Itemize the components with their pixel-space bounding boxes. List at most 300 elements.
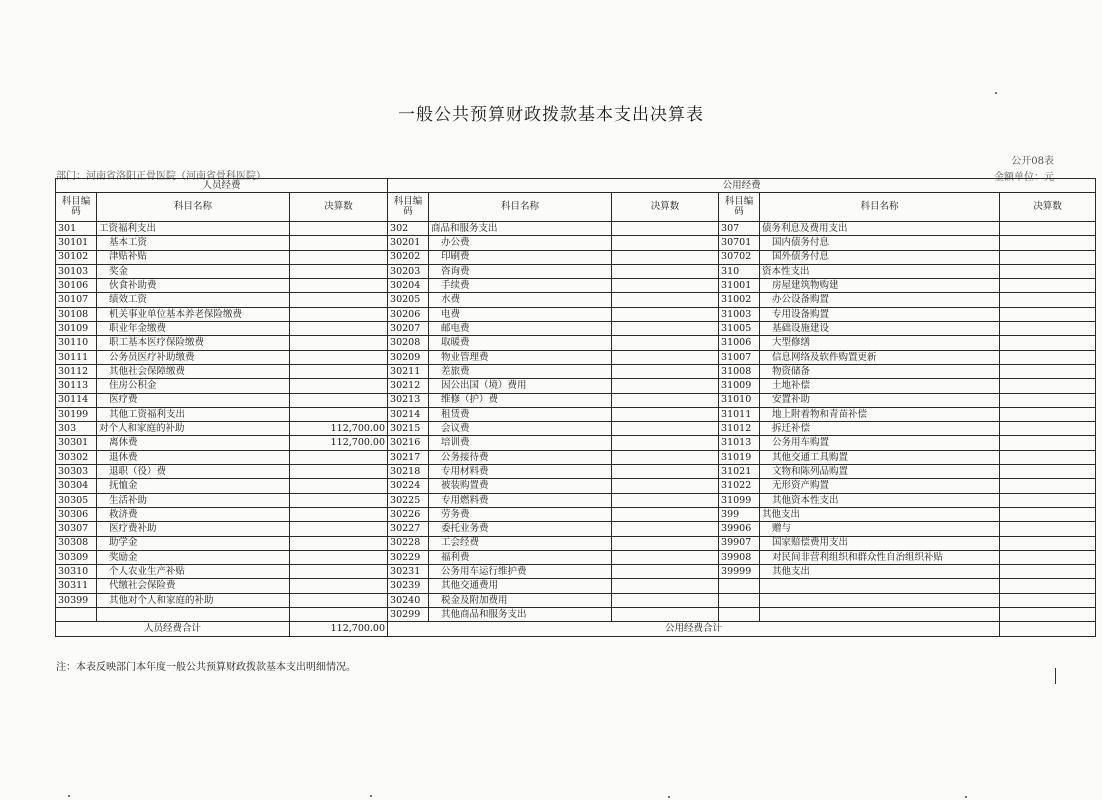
capital-name-cell: 基础设施建设 <box>760 322 1000 336</box>
personnel-name-cell: 工资福利支出 <box>97 222 290 236</box>
personnel-code-cell: 30110 <box>56 336 97 350</box>
capital-name-cell: 房屋建筑物购建 <box>760 279 1000 293</box>
personnel-code-cell: 30302 <box>56 450 97 464</box>
goods-amount-cell <box>612 236 719 250</box>
goods-code-cell: 30201 <box>388 236 429 250</box>
personnel-code-cell: 30306 <box>56 507 97 521</box>
capital-name-cell: 对民间非营利组织和群众性自治组织补贴 <box>760 550 1000 564</box>
capital-code-cell: 39906 <box>719 522 760 536</box>
table-row <box>56 407 1096 421</box>
personnel-name-cell: 奖励金 <box>97 550 290 564</box>
capital-amount-cell <box>1000 536 1096 550</box>
personnel-amount-cell <box>290 322 388 336</box>
capital-name-cell: 公务用车购置 <box>760 436 1000 450</box>
capital-code-cell <box>719 593 760 607</box>
personnel-code-cell: 30304 <box>56 479 97 493</box>
goods-code-cell: 30204 <box>388 279 429 293</box>
capital-amount-cell <box>1000 307 1096 321</box>
capital-code-cell <box>719 579 760 593</box>
goods-name-cell: 被装购置费 <box>429 479 612 493</box>
table-row <box>56 364 1096 378</box>
capital-code-cell: 307 <box>719 222 760 236</box>
capital-amount-cell <box>1000 422 1096 436</box>
capital-name-cell: 大型修缮 <box>760 336 1000 350</box>
personnel-amount-cell <box>290 293 388 307</box>
goods-name-cell: 印刷费 <box>429 250 612 264</box>
table-row <box>56 350 1096 364</box>
capital-code-cell: 31002 <box>719 293 760 307</box>
goods-name-cell: 培训费 <box>429 436 612 450</box>
goods-amount-cell <box>612 293 719 307</box>
personnel-name-cell: 职业年金缴费 <box>97 322 290 336</box>
personnel-code-cell: 301 <box>56 222 97 236</box>
personnel-code-cell: 30308 <box>56 536 97 550</box>
table-row <box>56 264 1096 278</box>
goods-amount-cell <box>612 364 719 378</box>
personnel-name-cell: 退休费 <box>97 450 290 464</box>
goods-name-cell: 办公费 <box>429 236 612 250</box>
personnel-amount-cell <box>290 479 388 493</box>
capital-code-cell: 31005 <box>719 322 760 336</box>
goods-amount-cell <box>612 522 719 536</box>
personnel-code-cell: 30199 <box>56 407 97 421</box>
capital-amount-cell <box>1000 550 1096 564</box>
personnel-amount-cell <box>290 493 388 507</box>
goods-name-cell: 工会经费 <box>429 536 612 550</box>
capital-amount-cell <box>1000 579 1096 593</box>
personnel-code-cell: 30399 <box>56 593 97 607</box>
capital-name-cell: 赠与 <box>760 522 1000 536</box>
goods-amount-cell <box>612 493 719 507</box>
table-row <box>56 279 1096 293</box>
personnel-code-cell: 30106 <box>56 279 97 293</box>
personnel-amount-cell <box>290 608 388 622</box>
capital-name-cell: 物资储备 <box>760 364 1000 378</box>
goods-amount-cell <box>612 550 719 564</box>
personnel-amount-cell <box>290 536 388 550</box>
goods-name-cell: 其他交通费用 <box>429 579 612 593</box>
capital-amount-cell <box>1000 293 1096 307</box>
table-row <box>56 336 1096 350</box>
personnel-total-label: 人员经费合计 <box>56 622 290 636</box>
capital-amount-cell <box>1000 279 1096 293</box>
capital-name-cell: 地上附着物和青苗补偿 <box>760 407 1000 421</box>
capital-name-cell: 资本性支出 <box>760 264 1000 278</box>
capital-amount-cell <box>1000 336 1096 350</box>
capital-amount-cell <box>1000 565 1096 579</box>
capital-name-cell: 拆迁补偿 <box>760 422 1000 436</box>
goods-code-cell: 30209 <box>388 350 429 364</box>
goods-name-cell: 委托业务费 <box>429 522 612 536</box>
personnel-name-cell: 代缴社会保险费 <box>97 579 290 593</box>
personnel-name-cell: 医疗费补助 <box>97 522 290 536</box>
table-row <box>56 307 1096 321</box>
department-label: 部门：河南省洛阳正骨医院（河南省骨科医院） <box>56 171 266 182</box>
capital-name-cell: 安置补助 <box>760 393 1000 407</box>
goods-amount-cell <box>612 222 719 236</box>
public-total-label: 公用经费合计 <box>388 622 1000 636</box>
capital-amount-cell <box>1000 379 1096 393</box>
capital-code-cell: 310 <box>719 264 760 278</box>
table-row <box>56 608 1096 622</box>
goods-name-cell: 水费 <box>429 293 612 307</box>
personnel-code-cell: 30301 <box>56 436 97 450</box>
goods-amount-cell <box>612 350 719 364</box>
capital-code-cell: 31009 <box>719 379 760 393</box>
capital-amount-cell <box>1000 236 1096 250</box>
table-row <box>56 507 1096 521</box>
capital-code-cell: 30702 <box>719 250 760 264</box>
capital-name-cell: 其他资本性支出 <box>760 493 1000 507</box>
capital-code-cell: 31001 <box>719 279 760 293</box>
goods-name-cell: 手续费 <box>429 279 612 293</box>
personnel-code-cell: 30309 <box>56 550 97 564</box>
goods-name-cell: 物业管理费 <box>429 350 612 364</box>
goods-code-cell: 30214 <box>388 407 429 421</box>
public-total-amount <box>1000 622 1096 636</box>
capital-name-cell: 其他支出 <box>760 565 1000 579</box>
personnel-code-cell: 30114 <box>56 393 97 407</box>
goods-code-cell: 30228 <box>388 536 429 550</box>
goods-amount-cell <box>612 593 719 607</box>
goods-code-cell: 30231 <box>388 565 429 579</box>
personnel-name-cell: 救济费 <box>97 507 290 521</box>
personnel-amount-cell <box>290 565 388 579</box>
goods-name-cell: 公务用车运行维护费 <box>429 565 612 579</box>
code-header: 科目编码 <box>719 193 760 222</box>
capital-name-cell: 债务利息及费用支出 <box>760 222 1000 236</box>
capital-code-cell: 30701 <box>719 236 760 250</box>
code-header: 科目编码 <box>56 193 97 222</box>
goods-amount-cell <box>612 336 719 350</box>
capital-name-cell: 国外债务付息 <box>760 250 1000 264</box>
personnel-name-cell: 离休费 <box>97 436 290 450</box>
table-row <box>56 465 1096 479</box>
capital-name-cell: 无形资产购置 <box>760 479 1000 493</box>
goods-amount-cell <box>612 322 719 336</box>
capital-name-cell: 文物和陈列品购置 <box>760 465 1000 479</box>
personnel-total-amount: 112,700.00 <box>290 622 388 636</box>
goods-amount-cell <box>612 507 719 521</box>
capital-code-cell: 39908 <box>719 550 760 564</box>
personnel-name-cell: 基本工资 <box>97 236 290 250</box>
scan-artifact <box>668 796 670 798</box>
capital-amount-cell <box>1000 507 1096 521</box>
personnel-name-cell: 助学金 <box>97 536 290 550</box>
goods-amount-cell <box>612 393 719 407</box>
personnel-code-cell: 30111 <box>56 350 97 364</box>
goods-name-cell: 租赁费 <box>429 407 612 421</box>
personnel-amount-cell <box>290 407 388 421</box>
capital-amount-cell <box>1000 222 1096 236</box>
capital-code-cell: 31021 <box>719 465 760 479</box>
capital-code-cell: 39907 <box>719 536 760 550</box>
personnel-amount-cell <box>290 579 388 593</box>
capital-amount-cell <box>1000 407 1096 421</box>
table-row <box>56 250 1096 264</box>
goods-name-cell: 福利费 <box>429 550 612 564</box>
page-title: 一般公共预算财政拨款基本支出决算表 <box>398 105 704 125</box>
personnel-name-cell: 职工基本医疗保险缴费 <box>97 336 290 350</box>
personnel-name-cell: 伙食补助费 <box>97 279 290 293</box>
expenditure-table <box>55 178 1096 637</box>
goods-amount-cell <box>612 264 719 278</box>
goods-code-cell: 30227 <box>388 522 429 536</box>
table-row <box>56 593 1096 607</box>
personnel-code-cell: 303 <box>56 422 97 436</box>
goods-code-cell: 30207 <box>388 322 429 336</box>
personnel-code-cell: 30102 <box>56 250 97 264</box>
goods-code-cell: 30224 <box>388 479 429 493</box>
goods-code-cell: 30218 <box>388 465 429 479</box>
table-row <box>56 479 1096 493</box>
goods-name-cell: 会议费 <box>429 422 612 436</box>
goods-amount-cell <box>612 565 719 579</box>
capital-amount-cell <box>1000 479 1096 493</box>
amount-header: 决算数 <box>1000 193 1096 222</box>
table-row <box>56 579 1096 593</box>
goods-code-cell: 302 <box>388 222 429 236</box>
goods-name-cell: 取暖费 <box>429 336 612 350</box>
goods-code-cell: 30215 <box>388 422 429 436</box>
scan-artifact <box>995 92 997 94</box>
amount-header: 决算数 <box>290 193 388 222</box>
unit-label: 金额单位：元 <box>994 172 1054 183</box>
amount-header: 决算数 <box>612 193 719 222</box>
goods-name-cell: 因公出国（境）费用 <box>429 379 612 393</box>
scan-artifact <box>1055 668 1056 684</box>
goods-amount-cell <box>612 465 719 479</box>
table-row <box>56 436 1096 450</box>
goods-amount-cell <box>612 407 719 421</box>
personnel-amount-cell <box>290 307 388 321</box>
table-row <box>56 393 1096 407</box>
personnel-amount-cell: 112,700.00 <box>290 422 388 436</box>
capital-amount-cell <box>1000 364 1096 378</box>
personnel-amount-cell: 112,700.00 <box>290 436 388 450</box>
personnel-amount-cell <box>290 550 388 564</box>
goods-code-cell: 30226 <box>388 507 429 521</box>
capital-amount-cell <box>1000 393 1096 407</box>
capital-code-cell: 31006 <box>719 336 760 350</box>
personnel-code-cell: 30113 <box>56 379 97 393</box>
personnel-name-cell: 抚恤金 <box>97 479 290 493</box>
personnel-amount-cell <box>290 379 388 393</box>
table-row <box>56 565 1096 579</box>
scan-artifact <box>68 795 70 797</box>
capital-name-cell: 国内债务付息 <box>760 236 1000 250</box>
capital-name-cell: 专用设备购置 <box>760 307 1000 321</box>
personnel-amount-cell <box>290 393 388 407</box>
goods-code-cell: 30203 <box>388 264 429 278</box>
personnel-code-cell: 30303 <box>56 465 97 479</box>
personnel-name-cell: 对个人和家庭的补助 <box>97 422 290 436</box>
personnel-code-cell: 30109 <box>56 322 97 336</box>
goods-code-cell: 30240 <box>388 593 429 607</box>
capital-amount-cell <box>1000 522 1096 536</box>
goods-name-cell: 电费 <box>429 307 612 321</box>
goods-name-cell: 专用燃料费 <box>429 493 612 507</box>
goods-code-cell: 30202 <box>388 250 429 264</box>
goods-code-cell: 30299 <box>388 608 429 622</box>
goods-amount-cell <box>612 608 719 622</box>
scan-artifact <box>965 796 967 798</box>
personnel-name-cell: 退职（役）费 <box>97 465 290 479</box>
goods-code-cell: 30212 <box>388 379 429 393</box>
goods-name-cell: 差旅费 <box>429 364 612 378</box>
table-row <box>56 550 1096 564</box>
personnel-name-cell: 其他对个人和家庭的补助 <box>97 593 290 607</box>
capital-amount-cell <box>1000 593 1096 607</box>
capital-name-cell <box>760 593 1000 607</box>
goods-name-cell: 专用材料费 <box>429 465 612 479</box>
footnote: 注：本表反映部门本年度一般公共预算财政拨款基本支出明细情况。 <box>56 662 356 673</box>
personnel-name-cell: 住房公积金 <box>97 379 290 393</box>
goods-name-cell: 税金及附加费用 <box>429 593 612 607</box>
table-row <box>56 422 1096 436</box>
goods-amount-cell <box>612 379 719 393</box>
personnel-code-cell: 30310 <box>56 565 97 579</box>
table-row <box>56 322 1096 336</box>
personnel-amount-cell <box>290 236 388 250</box>
goods-amount-cell <box>612 579 719 593</box>
capital-code-cell: 31007 <box>719 350 760 364</box>
capital-amount-cell <box>1000 322 1096 336</box>
personnel-amount-cell <box>290 264 388 278</box>
capital-amount-cell <box>1000 250 1096 264</box>
goods-code-cell: 30213 <box>388 393 429 407</box>
name-header: 科目名称 <box>97 193 290 222</box>
personnel-name-cell: 机关事业单位基本养老保险缴费 <box>97 307 290 321</box>
personnel-code-cell: 30101 <box>56 236 97 250</box>
personnel-name-cell: 个人农业生产补贴 <box>97 565 290 579</box>
personnel-amount-cell <box>290 364 388 378</box>
capital-amount-cell <box>1000 436 1096 450</box>
goods-amount-cell <box>612 279 719 293</box>
goods-amount-cell <box>612 250 719 264</box>
scan-artifact <box>370 795 372 797</box>
name-header: 科目名称 <box>429 193 612 222</box>
capital-name-cell: 信息网络及软件购置更新 <box>760 350 1000 364</box>
goods-amount-cell <box>612 450 719 464</box>
goods-name-cell: 维修（护）费 <box>429 393 612 407</box>
capital-amount-cell <box>1000 450 1096 464</box>
capital-name-cell: 土地补偿 <box>760 379 1000 393</box>
totals-row <box>56 622 1096 636</box>
goods-code-cell: 30206 <box>388 307 429 321</box>
capital-amount-cell <box>1000 465 1096 479</box>
personnel-amount-cell <box>290 350 388 364</box>
capital-code-cell: 31022 <box>719 479 760 493</box>
table-row <box>56 379 1096 393</box>
personnel-name-cell: 其他工资福利支出 <box>97 407 290 421</box>
capital-code-cell: 31013 <box>719 436 760 450</box>
goods-code-cell: 30225 <box>388 493 429 507</box>
personnel-amount-cell <box>290 222 388 236</box>
goods-amount-cell <box>612 422 719 436</box>
capital-amount-cell <box>1000 350 1096 364</box>
personnel-code-cell: 30112 <box>56 364 97 378</box>
goods-code-cell: 30239 <box>388 579 429 593</box>
personnel-name-cell: 津贴补贴 <box>97 250 290 264</box>
personnel-amount-cell <box>290 279 388 293</box>
table-row <box>56 236 1096 250</box>
goods-name-cell: 咨询费 <box>429 264 612 278</box>
goods-code-cell: 30217 <box>388 450 429 464</box>
public-group-header: 公用经费 <box>388 179 1096 193</box>
capital-code-cell <box>719 608 760 622</box>
capital-code-cell: 31011 <box>719 407 760 421</box>
personnel-code-cell <box>56 608 97 622</box>
capital-code-cell: 39999 <box>719 565 760 579</box>
table-row <box>56 493 1096 507</box>
table-row <box>56 450 1096 464</box>
goods-amount-cell <box>612 536 719 550</box>
table-row <box>56 522 1096 536</box>
goods-name-cell: 其他商品和服务支出 <box>429 608 612 622</box>
capital-name-cell: 其他支出 <box>760 507 1000 521</box>
personnel-amount-cell <box>290 507 388 521</box>
personnel-amount-cell <box>290 593 388 607</box>
capital-name-cell: 办公设备购置 <box>760 293 1000 307</box>
capital-amount-cell <box>1000 493 1096 507</box>
personnel-name-cell: 其他社会保障缴费 <box>97 364 290 378</box>
personnel-amount-cell <box>290 250 388 264</box>
form-code: 公开08表 <box>1011 156 1054 167</box>
capital-code-cell: 399 <box>719 507 760 521</box>
personnel-code-cell: 30103 <box>56 264 97 278</box>
goods-name-cell: 邮电费 <box>429 322 612 336</box>
personnel-amount-cell <box>290 522 388 536</box>
capital-name-cell: 国家赔偿费用支出 <box>760 536 1000 550</box>
capital-code-cell: 31099 <box>719 493 760 507</box>
table-row <box>56 293 1096 307</box>
goods-code-cell: 30216 <box>388 436 429 450</box>
goods-amount-cell <box>612 436 719 450</box>
capital-code-cell: 31019 <box>719 450 760 464</box>
goods-code-cell: 30208 <box>388 336 429 350</box>
capital-name-cell <box>760 608 1000 622</box>
capital-code-cell: 31003 <box>719 307 760 321</box>
personnel-code-cell: 30107 <box>56 293 97 307</box>
capital-code-cell: 31008 <box>719 364 760 378</box>
table-row <box>56 222 1096 236</box>
capital-code-cell: 31010 <box>719 393 760 407</box>
personnel-name-cell: 医疗费 <box>97 393 290 407</box>
personnel-code-cell: 30305 <box>56 493 97 507</box>
personnel-name-cell: 生活补助 <box>97 493 290 507</box>
goods-amount-cell <box>612 307 719 321</box>
goods-code-cell: 30229 <box>388 550 429 564</box>
capital-name-cell: 其他交通工具购置 <box>760 450 1000 464</box>
goods-name-cell: 商品和服务支出 <box>429 222 612 236</box>
personnel-name-cell: 绩效工资 <box>97 293 290 307</box>
personnel-name-cell: 奖金 <box>97 264 290 278</box>
table-body <box>56 222 1096 622</box>
capital-amount-cell <box>1000 264 1096 278</box>
goods-code-cell: 30205 <box>388 293 429 307</box>
personnel-amount-cell <box>290 465 388 479</box>
personnel-code-cell: 30108 <box>56 307 97 321</box>
goods-name-cell: 公务接待费 <box>429 450 612 464</box>
personnel-name-cell: 公务员医疗补助缴费 <box>97 350 290 364</box>
personnel-code-cell: 30307 <box>56 522 97 536</box>
capital-amount-cell <box>1000 608 1096 622</box>
goods-name-cell: 劳务费 <box>429 507 612 521</box>
personnel-code-cell: 30311 <box>56 579 97 593</box>
personnel-amount-cell <box>290 336 388 350</box>
personnel-group-header: 人员经费 <box>56 179 388 193</box>
